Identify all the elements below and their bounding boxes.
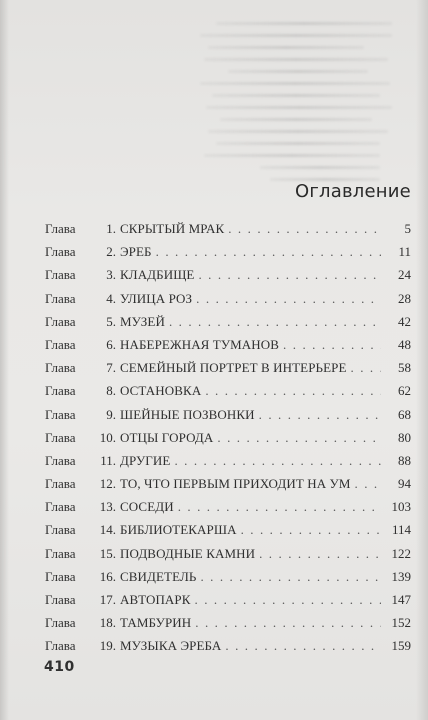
chapter-word: Глава <box>45 406 76 422</box>
chapter-word: Глава <box>45 499 76 515</box>
chapter-number: 15. <box>99 545 116 561</box>
chapter-number: 18. <box>99 615 116 631</box>
chapter-word: Глава <box>45 476 76 492</box>
dot-leader <box>205 383 381 399</box>
toc-entry <box>45 522 411 545</box>
chapter-page-number: 62 <box>398 383 411 399</box>
dot-leader <box>241 522 381 538</box>
chapter-word: Глава <box>45 336 76 352</box>
chapter-word: Глава <box>45 313 76 329</box>
chapter-number: 16. <box>99 568 116 584</box>
chapter-word: Глава <box>45 638 76 654</box>
chapter-word: Глава <box>45 615 76 631</box>
chapter-page-number: 5 <box>404 221 411 236</box>
dot-leader <box>156 244 381 260</box>
chapter-title: БИБЛИОТЕКАРША <box>120 522 237 538</box>
dot-leader <box>169 314 381 330</box>
chapter-number: 19. <box>99 638 116 654</box>
chapter-number: 10. <box>99 429 116 445</box>
chapter-title: АВТОПАРК <box>120 592 191 607</box>
chapter-number: 12. <box>99 476 116 492</box>
chapter-word: Глава <box>45 545 76 561</box>
chapter-word: Глава <box>45 267 76 283</box>
toc-entry <box>45 221 411 244</box>
chapter-word: Глава <box>45 522 76 538</box>
chapter-number: 8. <box>106 383 116 399</box>
toc-entry <box>45 638 411 661</box>
chapter-title: СЕМЕЙНЫЙ ПОРТРЕТ В ИНТЕРЬЕРЕ <box>120 360 347 376</box>
toc-entry <box>45 430 411 453</box>
chapter-page-number: 152 <box>391 615 411 631</box>
chapter-number: 5. <box>106 313 116 329</box>
page-edge-shadow-right <box>416 0 428 720</box>
dot-leader <box>351 360 381 376</box>
toc-entry <box>45 615 411 638</box>
chapter-page-number: 139 <box>391 568 411 584</box>
dot-leader <box>283 337 381 353</box>
chapter-number: 7. <box>106 360 116 376</box>
chapter-page-number: 88 <box>398 452 411 468</box>
dot-leader <box>196 291 381 307</box>
chapter-page-number: 159 <box>391 638 411 654</box>
chapter-word: Глава <box>45 290 76 306</box>
chapter-title: МУЗЕЙ <box>120 313 165 329</box>
chapter-word: Глава <box>45 568 76 584</box>
chapter-title: СКРЫТЫЙ МРАК <box>120 221 225 236</box>
chapter-number: 14. <box>99 522 116 538</box>
chapter-page-number: 28 <box>398 290 411 306</box>
chapter-title: ОТЦЫ ГОРОДА <box>120 429 214 445</box>
chapter-title: СОСЕДИ <box>120 499 174 515</box>
chapter-number: 1. <box>106 221 116 236</box>
chapter-page-number: 114 <box>391 522 411 538</box>
chapter-number: 6. <box>106 336 116 352</box>
dot-leader <box>259 407 381 423</box>
chapter-word: Глава <box>45 592 76 607</box>
chapter-page-number: 122 <box>391 545 411 561</box>
dot-leader <box>198 267 381 283</box>
chapter-number: 4. <box>106 290 116 306</box>
chapter-page-number: 68 <box>398 406 411 422</box>
toc-entry <box>45 407 411 430</box>
toc-entry <box>45 546 411 569</box>
chapter-title: ЭРЕБ <box>120 244 152 260</box>
dot-leader <box>178 499 381 515</box>
toc-entry <box>45 476 411 499</box>
toc-entry <box>45 360 411 383</box>
toc-entry <box>45 383 411 406</box>
dot-leader <box>174 453 381 469</box>
chapter-page-number: 48 <box>398 336 411 352</box>
page-edge-shadow-left <box>0 0 9 720</box>
chapter-page-number: 80 <box>398 429 411 445</box>
chapter-page-number: 24 <box>398 267 411 283</box>
toc-entry <box>45 291 411 314</box>
toc-entry <box>45 453 411 476</box>
dot-leader <box>355 476 381 492</box>
bleed-through-text <box>200 22 400 190</box>
chapter-word: Глава <box>45 383 76 399</box>
chapter-title: МУЗЫКА ЭРЕБА <box>120 638 222 654</box>
chapter-word: Глава <box>45 221 76 236</box>
chapter-title: ШЕЙНЫЕ ПОЗВОНКИ <box>120 406 255 422</box>
dot-leader <box>195 592 381 608</box>
dot-leader <box>228 221 381 237</box>
chapter-page-number: 94 <box>398 476 411 492</box>
chapter-title: ТО, ЧТО ПЕРВЫМ ПРИХОДИТ НА УМ <box>120 476 351 492</box>
chapter-page-number: 11 <box>398 244 411 260</box>
chapter-word: Глава <box>45 429 76 445</box>
chapter-number: 11. <box>100 452 116 468</box>
chapter-number: 13. <box>99 499 116 515</box>
chapter-title: НАБЕРЕЖНАЯ ТУМАНОВ <box>120 336 280 352</box>
chapter-title: ПОДВОДНЫЕ КАМНИ <box>120 545 256 561</box>
chapter-title: ОСТАНОВКА <box>120 383 202 399</box>
chapter-number: 9. <box>106 406 116 422</box>
toc-entry <box>45 499 411 522</box>
toc-entry <box>45 337 411 360</box>
toc-entry <box>45 592 411 615</box>
chapter-word: Глава <box>45 452 76 468</box>
chapter-word: Глава <box>45 244 76 260</box>
table-of-contents <box>45 221 411 662</box>
chapter-title: ТАМБУРИН <box>120 615 192 631</box>
chapter-page-number: 42 <box>398 313 411 329</box>
chapter-number: 17. <box>99 592 116 607</box>
chapter-title: КЛАДБИЩЕ <box>120 267 195 283</box>
toc-entry <box>45 267 411 290</box>
dot-leader <box>217 430 381 446</box>
chapter-title: СВИДЕТЕЛЬ <box>120 568 197 584</box>
chapter-page-number: 103 <box>391 499 411 515</box>
chapter-page-number: 58 <box>398 360 411 376</box>
page-number: 410 <box>44 659 75 675</box>
toc-entry <box>45 314 411 337</box>
toc-heading: Оглавление <box>295 181 411 202</box>
toc-entry <box>45 244 411 267</box>
chapter-title: УЛИЦА РОЗ <box>120 290 193 306</box>
chapter-number: 3. <box>106 267 116 283</box>
dot-leader <box>200 569 381 585</box>
chapter-page-number: 147 <box>391 592 411 607</box>
dot-leader <box>195 615 381 631</box>
chapter-word: Глава <box>45 360 76 376</box>
chapter-title: ДРУГИЕ <box>120 452 171 468</box>
chapter-number: 2. <box>106 244 116 260</box>
dot-leader <box>259 546 381 562</box>
toc-entry <box>45 569 411 592</box>
dot-leader <box>225 638 381 654</box>
